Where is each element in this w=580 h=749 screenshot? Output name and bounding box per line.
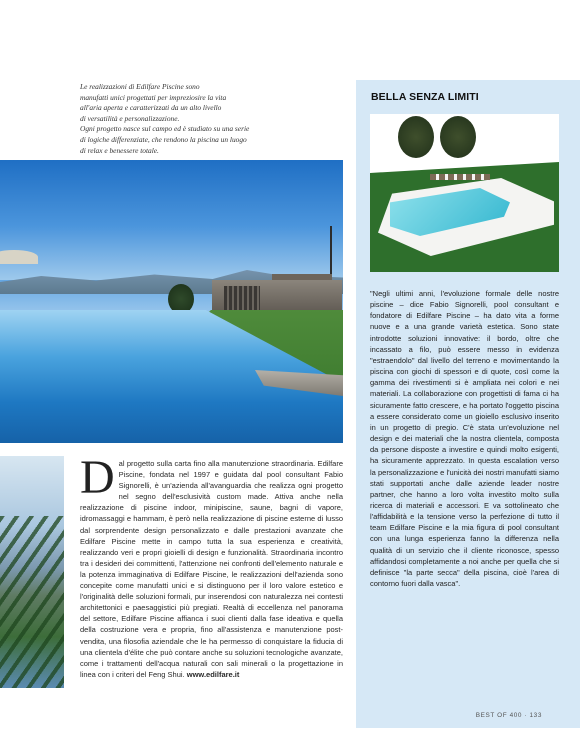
caption-line: di relax e benessere totale. (80, 145, 159, 155)
article-text: al progetto sulla carta fino alla manutenzione straordinaria. Edilfare Piscine, fondata nel 1997 e guidata dal pool consultant Fabio Signorelli, è un'azienda all'avanguardia che realizza ogni progetto nel segno dell'esclusività custom made. Attiva anche nella realizzazione di piscine indoor, minipiscine, saune, bagni di vapore, idromassaggi e hammam, è però nella realizzazione di piscine esterne di lusso dal sorprendente design personalizzato e dalle prestazioni avanzate che Edilfare Piscine mette in campo tutta la sua esperienza e creatività, realizzando veri e propri gioielli di design e funzionalità. Straordinaria incontro tra i desideri dei committenti, l'attenzione nei confronti dell'elemento naturale e la potenza immaginativa di Edilfare Piscine, le realizzazioni dell'azienda sono concepite come manufatti unici e si distinguono per il loro valore estetico e l'originalità delle soluzioni formali, pur inserendosi con naturalezza nei contesti architettonici e paesaggistici più pregiati. Realtà di eccellenza nel panorama del settore, Edilfare Piscine affianca i suoi clienti dalla fase ideativa e quella della costruzione vera e propria, fino all'assistenza e manutenzione post-vendita, una filosofia aziendale che le ha permesso di conquistare la fiducia di una clientela d'élite che può contare anche su soluzioni tecnologiche avanzate, come i trattamenti dell'acqua naturali con sali minerali o la progettazione in linea con i criteri del Feng Shui. (80, 459, 343, 679)
sunbeds (430, 174, 490, 180)
website-link[interactable]: www.edilfare.it (186, 669, 240, 679)
pool-render-image (370, 114, 559, 272)
drop-cap: D (80, 451, 115, 504)
page-folio: BEST OF 400 · 133 (475, 712, 542, 719)
side-photo (0, 456, 64, 688)
caption-line: Ogni progetto nasce sul campo ed è studiato su una serie (80, 124, 250, 134)
tree (168, 284, 194, 314)
pergola (272, 274, 332, 280)
tree (398, 116, 434, 158)
caption-line: di logiche differenziate, che rendono la piscina un luogo (80, 134, 247, 144)
photo-caption (80, 82, 280, 156)
sidebar-text: "Negli ultimi anni, l'evoluzione formale delle nostre piscine – dice Fabio Signorelli, pool consultant e fondatore di Edilfare Piscine – ha dato vita a forme nuove e a una grande varietà estetica. Sono state introdotte soluzioni innovative: il bordo, oltre che incassato a filo, può essere messo in evidenza "estraendolo" dal livello del terreno e movimentando la piscina con giochi di spessori e di quote, così come la gamma dei rivestimenti si è ampliata nei colori e nei materiali. La collaborazione con progettisti di fama ci ha sicuramente fatto crescere, e ha portato l'oggetto piscina a essere considerato come un gioiello esclusivo inserito in un progetto di pregio. C'è stata un'evoluzione nel design e dei materiali che la nostra clientela, composta da persone disposte a investire e quindi molto esigenti, ha sicuramente apprezzato. In questa escalation verso la personalizzazione e l'unicità dei nostri manufatti siamo stati supportati anche dalle aziende leader nostre partner, che hanno a loro volta investito molto sulla ricerca di materiali e accessori. E va sottolineato che l'affidabilità e la tensione verso la perfezione di tutto il team Edilfare Piscine e la mia figura di pool consultant con una lunga esperienza fanno la differenza nella qualità di un servizio che il cliente riconosce, spesso affidandosi completamente a noi anche per quella che si definisce "la parte secca" della piscina, cioè l'area di contorno fuori dalla vasca". (370, 289, 559, 589)
sidebar-headline: BELLA SENZA LIMITI (371, 91, 479, 103)
sky (0, 160, 343, 280)
caption-line: Le realizzazioni di Edilfare Piscine sono (80, 82, 200, 91)
caption-line: manufatti unici progettati per impreziosire la vita (80, 92, 227, 102)
umbrella (0, 250, 38, 264)
caption-line: all'aria aperta e caratterizzati da un alto livello (80, 103, 222, 113)
infinity-pool-photo (0, 160, 343, 443)
article-body (80, 451, 343, 680)
tree (440, 116, 476, 158)
gate (224, 286, 260, 314)
palm-leaves (0, 516, 64, 688)
caption-line: di versatilità e personalizzazione. (80, 113, 180, 123)
